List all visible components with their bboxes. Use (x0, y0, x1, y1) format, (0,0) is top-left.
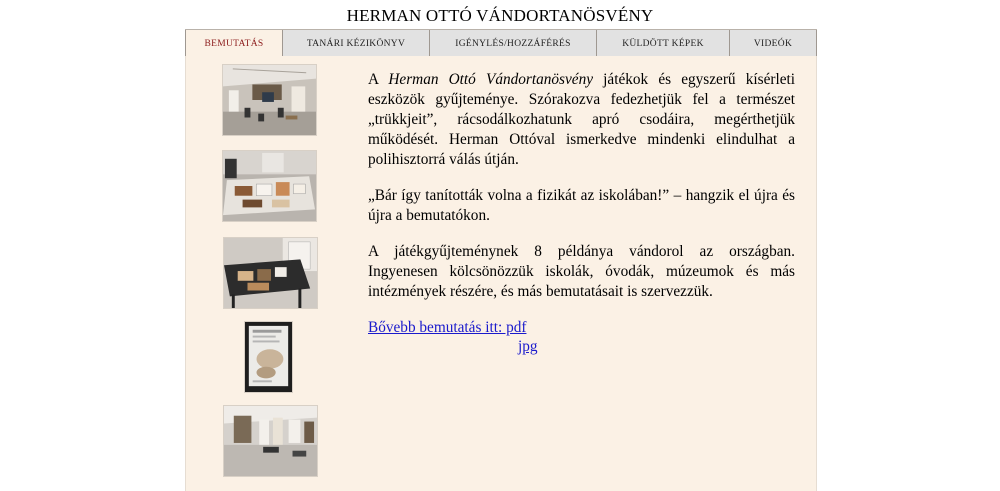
tab-kuldott-kepek[interactable]: KÜLDÖTT KÉPEK (596, 30, 729, 57)
jpg-link[interactable]: jpg (518, 338, 538, 355)
table-exhibits-photo[interactable] (222, 150, 317, 222)
intro-paragraph-3: A játékgyűjteménynek 8 példánya vándorol az országban. Ingyenesen kölcsönözzük iskolák, óvodák, múzeumok és más intézmények részére, és más bemutatásait is szervezzük. (368, 243, 795, 300)
pdf-link[interactable]: Bővebb bemutatás itt: pdf (368, 319, 527, 336)
intro-paragraph-2: „Bár így tanították volna a fizikát az iskolában!” – hangzik el újra és újra a bemutatókon. (368, 187, 795, 224)
main-navigation (185, 29, 817, 56)
main-content (185, 56, 817, 491)
intro-text (368, 70, 795, 356)
page-title: HERMAN OTTÓ VÁNDORTANÖSVÉNY (346, 6, 654, 25)
tab-videok[interactable]: VIDEÓK (729, 30, 817, 57)
poster-exhibit-photo[interactable] (244, 321, 293, 393)
tab-tanari-kezikonyv[interactable]: TANÁRI KÉZIKÖNYV (282, 30, 429, 57)
paragraph-prefix: A (368, 71, 389, 88)
table-games-photo[interactable] (223, 237, 318, 309)
tab-bemutatas[interactable]: BEMUTATÁS (185, 30, 282, 57)
project-name: Herman Ottó Vándortanösvény (388, 71, 594, 88)
intro-paragraph-1 (368, 70, 795, 170)
paragraph-1-rest: játékok és egyszerű kísérleti eszközök gyűjteménye. Szórakozva fedezhetjük fel a természet „trükkjeit”, rácsodálkozhatunk apró csodáira, megérthetjük működését. Herman Ottóval ismerkedve mindenki elindulhat a polihisztorrá válás útján. (368, 71, 795, 168)
hall-stands-photo[interactable] (223, 405, 318, 477)
hall-exhibition-photo[interactable] (222, 64, 317, 136)
more-info-links (368, 318, 795, 356)
tab-igenyles-hozzaferes[interactable]: IGÉNYLÉS/HOZZÁFÉRÉS (429, 30, 596, 57)
